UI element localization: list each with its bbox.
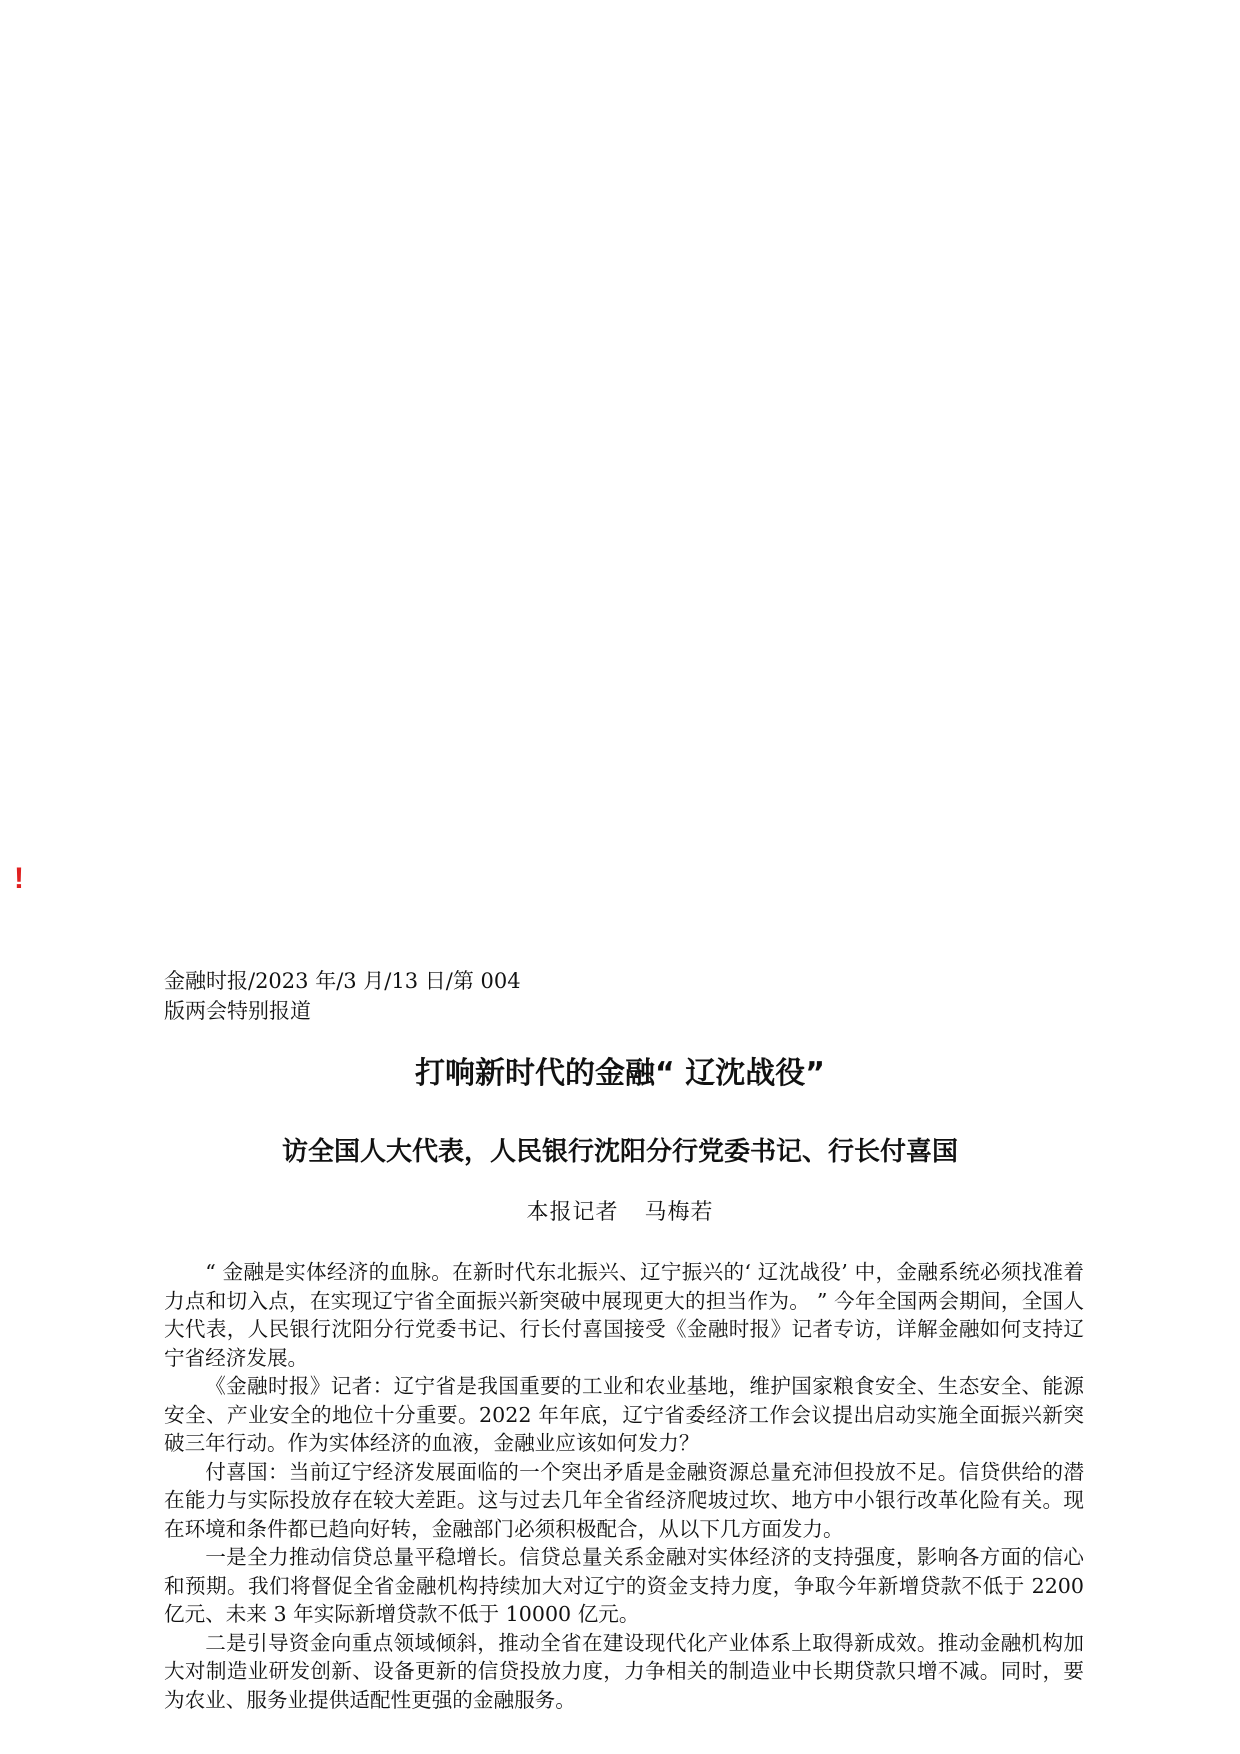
source-info	[164, 966, 564, 1026]
paragraph: “ 金融是实体经济的血脉。在新时代东北振兴、辽宁振兴的‘ 辽沈战役’ 中，金融系统必须找准着力点和切入点，在实现辽宁省全面振兴新突破中展现更大的担当作为。 ” 今年全国两会期间，全国人大代表，人民银行沈阳分行党委书记、行长付喜国接受《金融时报》记者专访，详解金融如何支持辽宁省经济发展。	[164, 1260, 1084, 1370]
paragraph: 二是引导资金向重点领域倾斜，推动全省在建设现代化产业体系上取得新成效。推动金融机构加大对制造业研发创新、设备更新的信贷投放力度，力争相关的制造业中长期贷款只增不减。同时，要为农业、服务业提供适配性更强的金融服务。	[164, 1630, 1084, 1712]
source-line-2: 版两会特别报道	[164, 999, 311, 1023]
article-body	[164, 1258, 1084, 1714]
paragraph: 付喜国：当前辽宁经济发展面临的一个突出矛盾是金融资源总量充沛但投放不足。信贷供给的潜在能力与实际投放存在较大差距。这与过去几年全省经济爬坡过坎、地方中小银行改革化险有关。现在环境和条件都已趋向好转，金融部门必须积极配合，从以下几方面发力。	[164, 1459, 1084, 1541]
red-exclamation-mark: !	[14, 862, 24, 895]
byline	[0, 1196, 1240, 1230]
byline-role: 本报记者	[526, 1200, 619, 1225]
source-line-1: 金融时报/2023 年/3 月/13 日/第 004	[164, 969, 521, 993]
byline-name: 马梅若	[644, 1200, 714, 1225]
paragraph: 一是全力推动信贷总量平稳增长。信贷总量关系金融对实体经济的支持强度，影响各方面的信心和预期。我们将督促全省金融机构持续加大对辽宁的资金支持力度，争取今年新增贷款不低于 2200 亿元、未来 3 年实际新增贷款不低于 10000 亿元。	[164, 1545, 1084, 1626]
paragraph: 《金融时报》记者：辽宁省是我国重要的工业和农业基地，维护国家粮食安全、生态安全、能源安全、产业安全的地位十分重要。2022 年年底，辽宁省委经济工作会议提出启动实施全面振兴新突破三年行动。作为实体经济的血液，金融业应该如何发力？	[164, 1374, 1084, 1455]
article-title: 打响新时代的金融“ 辽沈战役”	[415, 1056, 825, 1091]
article-subtitle: 访全国人大代表，人民银行沈阳分行党委书记、行长付喜国	[281, 1137, 958, 1167]
